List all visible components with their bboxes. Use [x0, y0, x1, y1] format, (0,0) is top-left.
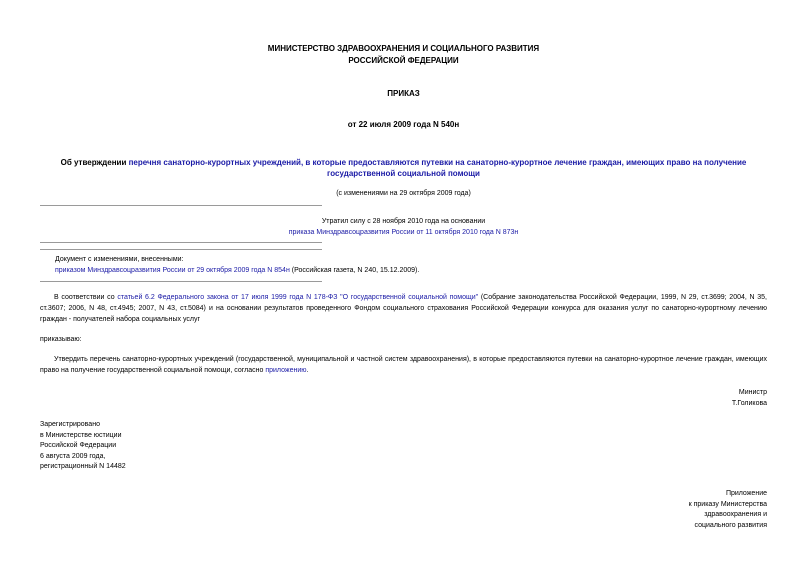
divider-4 [40, 281, 322, 282]
registration-line: Зарегистрировано [40, 421, 100, 428]
doc-title [40, 157, 767, 179]
registration-line: в Министерстве юстиции [40, 431, 122, 439]
ministry-header [0, 43, 807, 67]
decision-paragraph [40, 354, 767, 376]
divider-3 [40, 249, 322, 250]
registration-line: Российской Федерации [40, 442, 117, 449]
signature-name: Т.Голикова [731, 400, 767, 407]
doc-date-number: от 22 июля 2009 года N 540н [347, 120, 460, 129]
changes-link[interactable]: приказом Минздравсоцразвития России от 29 октября 2009 года N 854н [55, 267, 290, 274]
appendix-line: к приказу Министерства [688, 500, 767, 508]
signature-position: Министр [738, 389, 767, 396]
doc-type: ПРИКАЗ [387, 89, 420, 98]
changes-block [55, 254, 755, 276]
amendment-note: (с изменениями на 29 октября 2009 года) [336, 190, 471, 197]
expired-link[interactable]: приказа Минздравсоцразвития России от 11 октября 2010 года N 873н [288, 229, 519, 236]
changes-suffix: (Российская газета, N 240, 15.12.2009). [289, 267, 420, 274]
decision-end: . [306, 367, 309, 374]
title-link[interactable]: перечня санаторно-курортных учреждений, в которые предоставляются путевки на санаторно-курортное лечение граждан, имеющих право на получение государственной социальной помощи [128, 158, 747, 178]
law-link[interactable]: статьей 6.2 Федерального закона от 17 июля 1999 года N 178-ФЗ "О государственной социальной помощи" [117, 294, 479, 301]
appendix-line: Приложение [725, 490, 767, 497]
changes-intro: Документ с изменениями, внесенными: [55, 256, 184, 263]
registration-block [40, 420, 126, 473]
divider-2 [40, 242, 322, 243]
expired-line: Утратил силу с 28 ноября 2010 года на основании [321, 218, 486, 225]
registration-line: регистрационный N 14482 [40, 463, 126, 470]
signature-block [732, 387, 767, 409]
appendix-line: здравоохранения и [704, 511, 767, 518]
appendix-line: социального развития [694, 521, 767, 529]
order-word: приказываю: [40, 336, 82, 343]
divider-1 [40, 205, 322, 206]
ministry-line-2: РОССИЙСКОЙ ФЕДЕРАЦИИ [348, 56, 459, 65]
registration-line: 6 августа 2009 года, [40, 452, 106, 460]
preamble-part-1: В соответствии со [54, 294, 118, 301]
ministry-line-1: МИНИСТЕРСТВО ЗДРАВООХРАНЕНИЯ И СОЦИАЛЬНОГО РАЗВИТИЯ [267, 44, 540, 53]
preamble-part-2: (Собрание законодательства Российской Федерации, 1999, N 29, ст.3699; 2004, N 35, ст.3607; 2006, N 48, ст.4945; 2007, N 43, ст.5084) и на основании результатов проведенного Фондом социального страхования Российской Федерации конкурса для оказания услуг по санаторно-курортному лечению граждан - получателей набора социальных услуг [40, 294, 767, 323]
expired-notice [0, 216, 807, 238]
title-prefix: Об утверждении [60, 158, 129, 167]
decision-text: Утвердить перечень санаторно-курортных учреждений (государственной, муниципальной и частной систем здравоохранения), в которые предоставляются путевки на санаторно-курортное лечение граждан, имеющих право на получение государственной социальной помощи, согласно [40, 356, 767, 374]
preamble-paragraph [40, 292, 767, 325]
appendix-link[interactable]: приложению [265, 367, 307, 374]
appendix-header [689, 489, 767, 531]
